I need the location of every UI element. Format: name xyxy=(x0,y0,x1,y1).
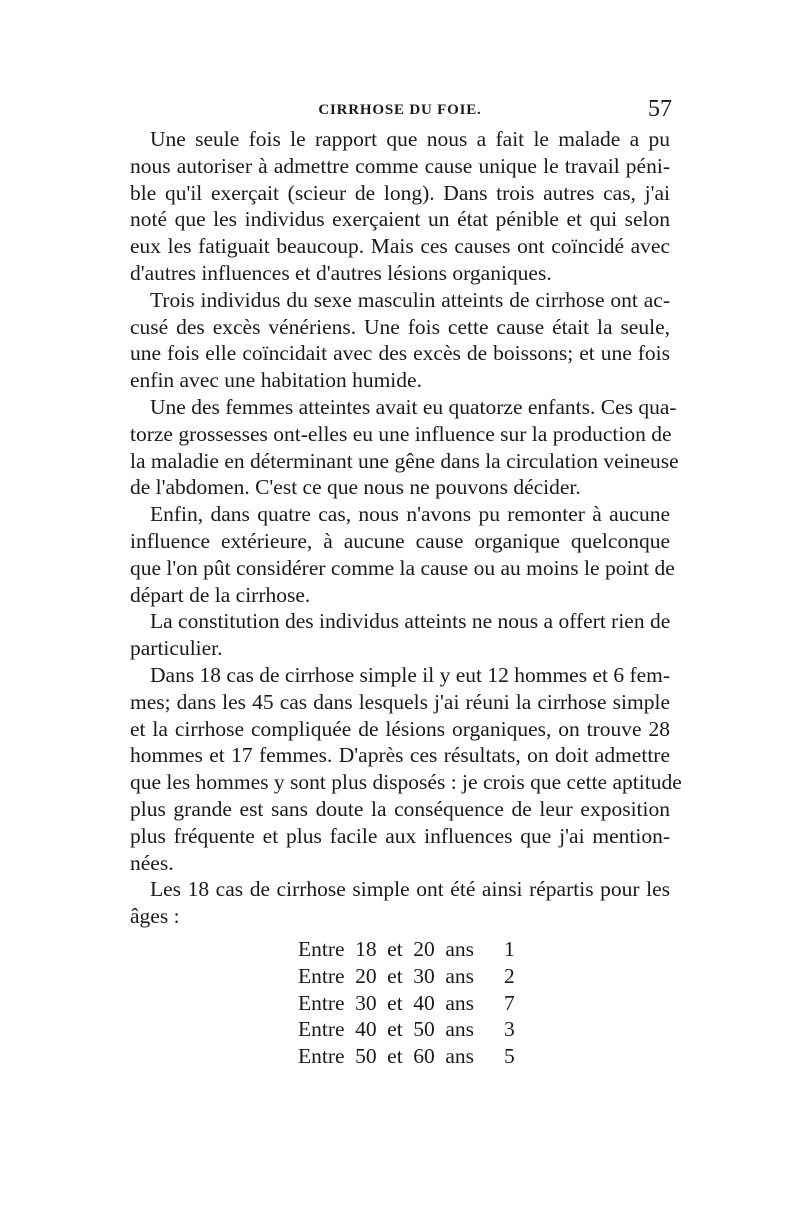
text-line: Les 18 cas de cirrhose simple ont été ainsi répartis pour les xyxy=(150,877,670,902)
text-line: et la cirrhose compliquée de lésions organiques, on trouve 28 xyxy=(130,716,670,741)
text-line: de l'abdomen. C'est ce que nous ne pouvons décider. xyxy=(130,475,581,500)
text-line: départ de la cirrhose. xyxy=(130,582,311,607)
age-distribution-table xyxy=(298,936,528,1070)
text-line: hommes et 17 femmes. D'après ces résultats, on doit admettre xyxy=(130,743,670,768)
age-range-label: Entre 20 et 30 ans xyxy=(298,963,474,988)
table-row xyxy=(298,1043,528,1070)
text-line: mes; dans les 45 cas dans lesquels j'ai réuni la cirrhose simple xyxy=(130,689,670,714)
table-row xyxy=(298,990,528,1017)
text-line: ble qu'il exerçait (scieur de long). Dans trois autres cas, j'ai xyxy=(130,180,670,205)
text-line: âges : xyxy=(130,904,180,929)
case-count: 5 xyxy=(504,1044,515,1069)
case-count: 3 xyxy=(504,1017,515,1042)
age-range-label: Entre 18 et 20 ans xyxy=(298,937,474,961)
text-line: particulier. xyxy=(130,636,223,661)
text-line: influence extérieure, à aucune cause organique quelconque xyxy=(130,528,670,553)
case-count: 2 xyxy=(504,963,515,988)
table-row xyxy=(298,936,528,963)
text-line: d'autres influences et d'autres lésions organiques. xyxy=(130,260,552,285)
running-head xyxy=(130,98,670,122)
age-range-label: Entre 40 et 50 ans xyxy=(298,1017,474,1042)
text-line: enfin avec une habitation humide. xyxy=(130,368,422,393)
text-line: La constitution des individus atteints ne nous a offert rien de xyxy=(150,609,671,634)
body-text xyxy=(130,126,682,930)
text-line: Une des femmes atteintes avait eu quatorze enfants. Ces qua- xyxy=(150,394,677,419)
text-line: nous autoriser à admettre comme cause unique le travail péni- xyxy=(130,153,670,178)
text-line: torze grossesses ont-elles eu une influence sur la production de xyxy=(130,421,672,446)
text-line: la maladie en déterminant une gêne dans la circulation veineuse xyxy=(130,448,679,473)
text-line: Trois individus du sexe masculin atteints de cirrhose ont ac- xyxy=(150,287,670,312)
text-line: nées. xyxy=(130,850,174,875)
text-line: plus grande est sans doute la conséquence de leur exposition xyxy=(130,796,670,821)
text-line: Une seule fois le rapport que nous a fait le malade a pu xyxy=(150,127,670,151)
table-row xyxy=(298,1016,528,1043)
text-line: une fois elle coïncidait avec des excès de boissons; et une fois xyxy=(130,341,670,366)
text-line: cusé des excès vénériens. Une fois cette cause était la seule, xyxy=(130,314,670,339)
running-title: CIRRHOSE DU FOIE. xyxy=(318,102,482,118)
case-count: 7 xyxy=(504,990,515,1015)
text-line: plus fréquente et plus facile aux influences que j'ai mention- xyxy=(130,823,670,848)
text-line: que l'on pût considérer comme la cause ou au moins le point de xyxy=(130,555,675,580)
text-line: Enfin, dans quatre cas, nous n'avons pu remonter à aucune xyxy=(150,502,670,527)
age-range-label: Entre 50 et 60 ans xyxy=(298,1044,474,1069)
case-count: 1 xyxy=(504,937,515,961)
text-line: Dans 18 cas de cirrhose simple il y eut 12 hommes et 6 fem- xyxy=(150,662,671,687)
table-row xyxy=(298,963,528,990)
text-line: que les hommes y sont plus disposés : je crois que cette aptitude xyxy=(130,770,682,795)
text-line: eux les fatiguait beaucoup. Mais ces causes ont coïncidé avec xyxy=(130,234,670,259)
age-range-label: Entre 30 et 40 ans xyxy=(298,990,474,1015)
text-line: noté que les individus exerçaient un état pénible et qui selon xyxy=(130,207,670,232)
page-number: 57 xyxy=(648,96,672,122)
